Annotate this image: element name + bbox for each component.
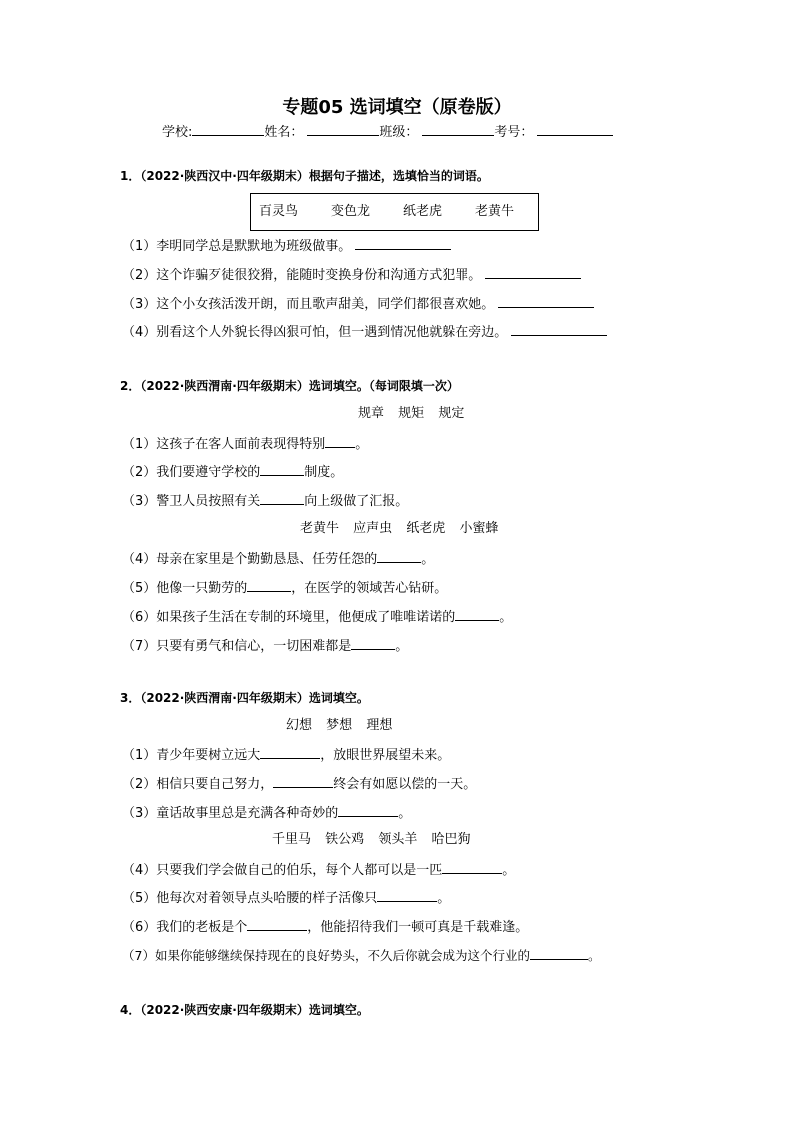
item-text-after: ，放眼世界展望未来。	[320, 748, 451, 763]
item-text-after: 。	[355, 437, 369, 452]
question-2-word-list-2	[300, 520, 498, 538]
answer-blank[interactable]	[273, 774, 333, 788]
item-text-before: （5）他每次对着领导点头哈腰的样子活像只	[122, 891, 378, 906]
school-label: 学校:	[162, 125, 193, 140]
question-3-word-list-2	[272, 831, 470, 849]
answer-blank[interactable]	[247, 578, 291, 592]
word-option: 规矩	[398, 406, 425, 421]
word-option: 规定	[438, 406, 465, 421]
word-option: 理想	[366, 718, 393, 733]
item-text-before: （3）童话故事里总是充满各种奇妙的	[122, 806, 339, 821]
item-text-before: （7）只要有勇气和信心，一切困难都是	[122, 639, 352, 654]
word-option: 规章	[358, 406, 385, 421]
word-option: 哈巴狗	[431, 832, 471, 847]
item-text-before: （4）只要我们学会做自己的伯乐，每个人都可以是一匹	[122, 863, 443, 878]
question-3-item-3	[122, 803, 411, 823]
answer-blank[interactable]	[511, 322, 607, 336]
item-text-before: （3）警卫人员按照有关	[122, 494, 261, 509]
question-3-item-2	[122, 774, 476, 794]
item-text-after: ，在医学的领域苦心钻研。	[291, 581, 448, 596]
word-option: 领头羊	[378, 832, 418, 847]
item-text-after: 。	[398, 806, 412, 821]
answer-blank[interactable]	[325, 434, 355, 448]
item-text-after: 。	[437, 891, 451, 906]
item-text-after: 。	[587, 948, 601, 963]
item-text-before: （5）他像一只勤劳的	[122, 581, 248, 596]
question-2-item-5	[122, 578, 447, 598]
question-2-item-2	[122, 462, 343, 482]
item-text-after: 终会有如愿以偿的一天。	[333, 777, 477, 792]
answer-blank[interactable]	[530, 946, 588, 960]
question-2-word-list-1	[358, 405, 464, 423]
item-text-before: （2）相信只要自己努力，	[122, 777, 274, 792]
answer-blank[interactable]	[377, 888, 437, 902]
question-1-item-1	[122, 236, 451, 256]
question-1-item-4	[122, 322, 607, 342]
item-text: （2）这个诈骗歹徒很狡猾，能随时变换身份和沟通方式犯罪。	[122, 268, 482, 283]
item-text-before: （7）如果你能够继续保持现在的良好势头，不久后你就会成为这个行业的	[122, 948, 530, 963]
name-label: 姓名：	[264, 125, 304, 140]
answer-blank[interactable]	[498, 294, 594, 308]
page-title: 专题05 选词填空（原卷版）	[282, 97, 512, 118]
question-1-item-2	[122, 265, 581, 285]
word-option: 梦想	[326, 718, 353, 733]
answer-blank[interactable]	[260, 745, 320, 759]
item-text-before: （4）母亲在家里是个勤勤恳恳、任劳任怨的	[122, 552, 378, 567]
item-text: （4）别看这个人外貌长得凶狠可怕，但一遇到情况他就躲在旁边。	[122, 325, 508, 340]
exam-no-blank[interactable]	[537, 122, 613, 136]
item-text-after: 制度。	[304, 465, 344, 480]
question-3-heading: 3．（2022·陕西渭南·四年级期末）选词填空。	[120, 691, 369, 705]
word-option: 纸老虎	[403, 204, 443, 219]
answer-blank[interactable]	[351, 636, 395, 650]
answer-blank[interactable]	[260, 491, 304, 505]
question-2-item-3	[122, 491, 408, 511]
item-text-before: （1）这孩子在客人面前表现得特别	[122, 437, 326, 452]
item-text-after: 。	[421, 552, 435, 567]
student-info-line	[162, 122, 613, 142]
item-text: （1）李明同学总是默默地为班级做事。	[122, 239, 352, 254]
class-blank[interactable]	[422, 122, 494, 136]
question-3-item-6	[122, 917, 528, 937]
answer-blank[interactable]	[377, 549, 421, 563]
item-text-after: 向上级做了汇报。	[304, 494, 409, 509]
item-text-after: 。	[499, 610, 513, 625]
exam-no-label: 考号：	[494, 125, 534, 140]
item-text-after: 。	[502, 863, 516, 878]
question-1-heading: 1．（2022·陕西汉中·四年级期末）根据句子描述，选填恰当的词语。	[120, 169, 489, 183]
question-3-item-5	[122, 888, 450, 908]
answer-blank[interactable]	[485, 265, 581, 279]
question-4-heading: 4．（2022·陕西安康·四年级期末）选词填空。	[120, 1003, 369, 1017]
name-blank[interactable]	[307, 122, 379, 136]
question-2-item-6	[122, 607, 512, 627]
question-2-item-7	[122, 636, 408, 656]
question-2-item-4	[122, 549, 434, 569]
item-text-after: ，他能招待我们一顿可真是千载难逢。	[307, 920, 529, 935]
item-text: （3）这个小女孩活泼开朗，而且歌声甜美，同学们都很喜欢她。	[122, 297, 495, 312]
answer-blank[interactable]	[338, 803, 398, 817]
answer-blank[interactable]	[455, 607, 499, 621]
answer-blank[interactable]	[355, 236, 451, 250]
question-2-item-1	[122, 434, 368, 454]
word-option: 老黄牛	[300, 521, 340, 536]
question-2-heading: 2．（2022·陕西渭南·四年级期末）选词填空。（每词限填一次）	[120, 379, 459, 393]
word-option: 幻想	[286, 718, 313, 733]
school-blank[interactable]	[192, 122, 264, 136]
question-3-item-7	[122, 946, 600, 965]
question-3-word-list-1	[286, 717, 392, 735]
word-option: 变色龙	[331, 204, 371, 219]
answer-blank[interactable]	[260, 462, 304, 476]
question-1-word-box	[250, 193, 539, 231]
answer-blank[interactable]	[247, 917, 307, 931]
word-option: 千里马	[272, 832, 312, 847]
word-option: 小蜜蜂	[459, 521, 499, 536]
word-option: 铁公鸡	[325, 832, 365, 847]
question-3-item-4	[122, 860, 515, 880]
answer-blank[interactable]	[442, 860, 502, 874]
class-label: 班级：	[379, 125, 419, 140]
word-option: 百灵鸟	[259, 204, 299, 219]
question-3-item-1	[122, 745, 450, 765]
item-text-before: （1）青少年要树立远大	[122, 748, 261, 763]
word-option: 老黄牛	[475, 204, 515, 219]
item-text-before: （6）如果孩子生活在专制的环境里，他便成了唯唯诺诺的	[122, 610, 456, 625]
item-text-before: （6）我们的老板是个	[122, 920, 248, 935]
word-option: 应声虫	[353, 521, 393, 536]
word-option: 纸老虎	[406, 521, 446, 536]
question-1-item-3	[122, 294, 594, 314]
item-text-before: （2）我们要遵守学校的	[122, 465, 261, 480]
item-text-after: 。	[395, 639, 409, 654]
